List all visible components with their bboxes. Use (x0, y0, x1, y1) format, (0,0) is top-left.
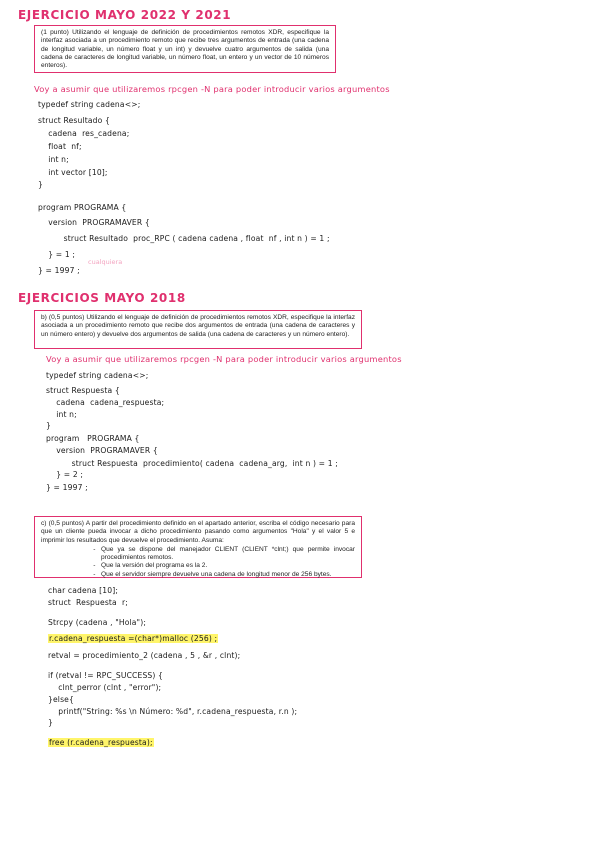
code-line: } = 1 ; (38, 250, 76, 259)
code-line: } (38, 180, 43, 189)
assumption-list (41, 546, 355, 579)
code-line: int n; (46, 410, 77, 419)
code-line-highlighted (48, 738, 154, 747)
code-line: struct Respuesta { (46, 386, 120, 395)
code-line: clnt_perror (clnt , "error"); (48, 683, 162, 692)
code-line: cadena res_cadena; (38, 129, 130, 138)
section1-heading: EJERCICIO MAYO 2022 Y 2021 (18, 8, 232, 22)
code-line: char cadena [10]; (48, 586, 119, 595)
code-line: struct Respuesta r; (48, 598, 128, 607)
section2-intro: Voy a asumir que utilizaremos rpcgen -N para poder introducir varios argumentos (46, 354, 402, 364)
section2-question-box (34, 310, 362, 349)
code-line: struct Respuesta procedimiento( cadena cadena_arg, int n ) = 1 ; (46, 459, 338, 468)
highlight-malloc: r.cadena_respuesta =(char*)malloc (256) ; (49, 634, 218, 643)
code-line: } (48, 718, 53, 727)
section2-heading: EJERCICIOS MAYO 2018 (18, 291, 186, 305)
code-line: program PROGRAMA { (38, 203, 127, 212)
code-line: if (retval != RPC_SUCCESS) { (48, 671, 164, 680)
assumption-item: - Que el servidor siempre devuelve una cadena de longitud menor de 256 bytes. (101, 571, 355, 579)
assumption-item: - Que la versión del programa es la 2. (101, 562, 355, 570)
code-line: typedef string cadena<>; (46, 371, 149, 380)
code-line-highlighted (48, 634, 218, 643)
code-line: version PROGRAMAVER { (38, 218, 150, 227)
section3-question-text: c) (0,5 puntos) A partir del procedimiento definido en el apartado anterior, escriba el código necesario para que un cliente pueda invocar a dicho procedimiento pasando como argumentos "Hola" y el valor 5 e imprimir los resultados que devuelve el procedimiento. Asuma: (41, 520, 355, 544)
section1-question-box (34, 25, 336, 73)
assumption-item: - Que ya se dispone del manejador CLIENT (CLIENT *clnt;) que permite invocar procedimientos remotos. (101, 546, 355, 563)
code-line: } (46, 421, 51, 430)
code-line: cadena cadena_respuesta; (46, 398, 165, 407)
code-line: } = 2 ; (46, 470, 84, 479)
code-line: } = 1997 ; (46, 483, 88, 492)
handwritten-note: cualquiera (88, 258, 123, 266)
code-line: program PROGRAMA { (46, 434, 140, 443)
code-line: Strcpy (cadena , "Hola"); (48, 618, 147, 627)
code-line: struct Resultado proc_RPC ( cadena cadena , float nf , int n ) = 1 ; (38, 234, 330, 243)
code-line: version PROGRAMAVER { (46, 446, 158, 455)
code-line: int vector [10]; (38, 168, 108, 177)
section2-question-text: b) (0,5 puntos) Utilizando el lenguaje de definición de procedimientos remotos XDR, especifique la interfaz asociada a un procedimiento remoto que recibe dos argumentos de entrada (una cadena de caracteres y un número entero) y devuelve dos argumentos de salida (una cadena de caracteres y un número entero). (41, 314, 355, 338)
code-line: typedef string cadena<>; (38, 100, 141, 109)
code-line: struct Resultado { (38, 116, 110, 125)
section1-intro: Voy a asumir que utilizaremos rpcgen -N para poder introducir varios argumentos (34, 84, 390, 94)
highlight-free: free (r.cadena_respuesta); (49, 738, 153, 747)
code-line: } = 1997 ; (38, 266, 80, 275)
code-line: float nf; (38, 142, 82, 151)
code-line: }else{ (48, 695, 74, 704)
code-line: int n; (38, 155, 69, 164)
section1-question-text: (1 punto) Utilizando el lenguaje de definición de procedimientos remotos XDR, especifique la interfaz asociada a un procedimiento remoto que recibe tres argumentos de entrada (una cadena de longitud variable, un número float y un int) y devuelve cuatro argumentos de salida (una cadena de caracteres de longitud variable, un número float, un entero y un vector de 10 números enteros). (41, 29, 329, 70)
code-line: retval = procedimiento_2 (cadena , 5 , &r , clnt); (48, 651, 241, 660)
code-line: printf("String: %s \n Número: %d", r.cadena_respuesta, r.n ); (48, 707, 298, 716)
section3-question-box (34, 516, 362, 578)
